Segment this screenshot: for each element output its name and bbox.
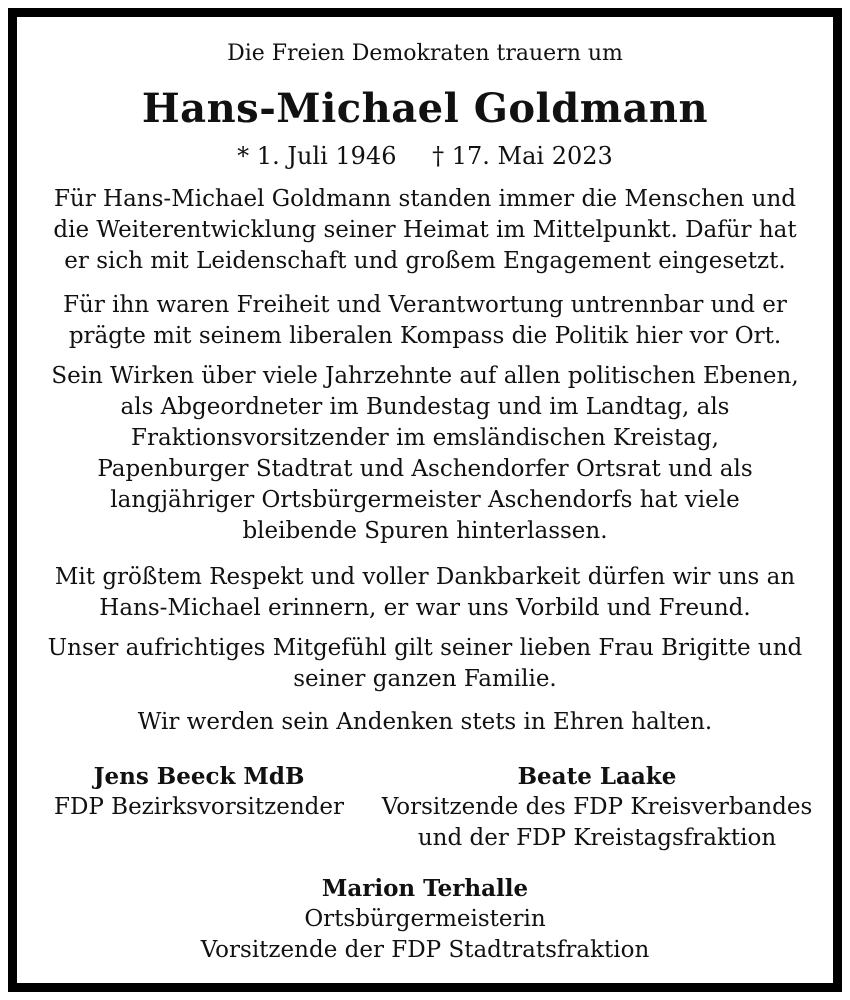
text-line: Fraktionsvorsitzender im emsländischen Kreistag, <box>131 425 719 451</box>
paragraph-closing <box>31 707 819 738</box>
text-line: als Abgeordneter im Bundestag und im Landtag, als <box>120 394 730 420</box>
text-line: bleibende Spuren hinterlassen. <box>242 518 608 544</box>
signatory-name: Marion Terhalle <box>321 875 529 902</box>
intro-line: Die Freien Demokraten trauern um <box>227 41 623 66</box>
text-line: Mit größtem Respekt und voller Dankbarkeit dürfen wir uns an <box>54 564 796 590</box>
signatory-name: Jens Beeck MdB <box>93 763 305 790</box>
signature-right <box>367 761 827 854</box>
text-line: langjähriger Ortsbürgermeister Aschendorfs hat viele <box>110 487 740 513</box>
paragraph-respect <box>31 562 819 624</box>
signatory-role: Vorsitzende des FDP Kreisverbandes <box>381 794 813 820</box>
deceased-name: Hans-Michael Goldmann <box>141 85 709 132</box>
signatory-role: Vorsitzende der FDP Stadtratsfraktion <box>200 937 650 963</box>
paragraph-tribute <box>31 184 819 277</box>
signature-left <box>39 761 359 823</box>
text-line: Unser aufrichtiges Mitgefühl gilt seiner lieben Frau Brigitte und <box>47 635 803 661</box>
text-line: Wir werden sein Andenken stets in Ehren halten. <box>137 709 713 735</box>
signatory-role: FDP Bezirksvorsitzender <box>53 794 344 820</box>
text-line: Sein Wirken über viele Jahrzehnte auf allen politischen Ebenen, <box>51 363 799 389</box>
text-line: Hans-Michael erinnern, er war uns Vorbild und Freund. <box>99 595 751 621</box>
signatory-role: und der FDP Kreistagsfraktion <box>417 825 777 851</box>
paragraph-career <box>31 361 819 547</box>
text-line: prägte mit seinem liberalen Kompass die Politik hier vor Ort. <box>68 323 782 349</box>
paragraph-values <box>31 290 819 352</box>
text-line: Für Hans-Michael Goldmann standen immer die Menschen und <box>53 186 797 212</box>
text-line: die Weiterentwicklung seiner Heimat im Mittelpunkt. Dafür hat <box>53 217 797 243</box>
signature-center <box>17 873 833 966</box>
life-dates <box>17 142 833 170</box>
text-line: er sich mit Leidenschaft und großem Engagement eingesetzt. <box>64 248 786 274</box>
text-line: Papenburger Stadtrat und Aschendorfer Ortsrat und als <box>97 456 753 482</box>
paragraph-condolence <box>31 633 819 695</box>
obituary-notice <box>8 8 842 992</box>
birth-date: * 1. Juli 1946 <box>237 142 397 170</box>
signatory-name: Beate Laake <box>517 763 677 790</box>
death-date: † 17. Mai 2023 <box>432 142 613 170</box>
text-line: Für ihn waren Freiheit und Verantwortung untrennbar und er <box>63 292 787 318</box>
signatory-role: Ortsbürgermeisterin <box>304 906 546 932</box>
text-line: seiner ganzen Familie. <box>293 666 557 692</box>
